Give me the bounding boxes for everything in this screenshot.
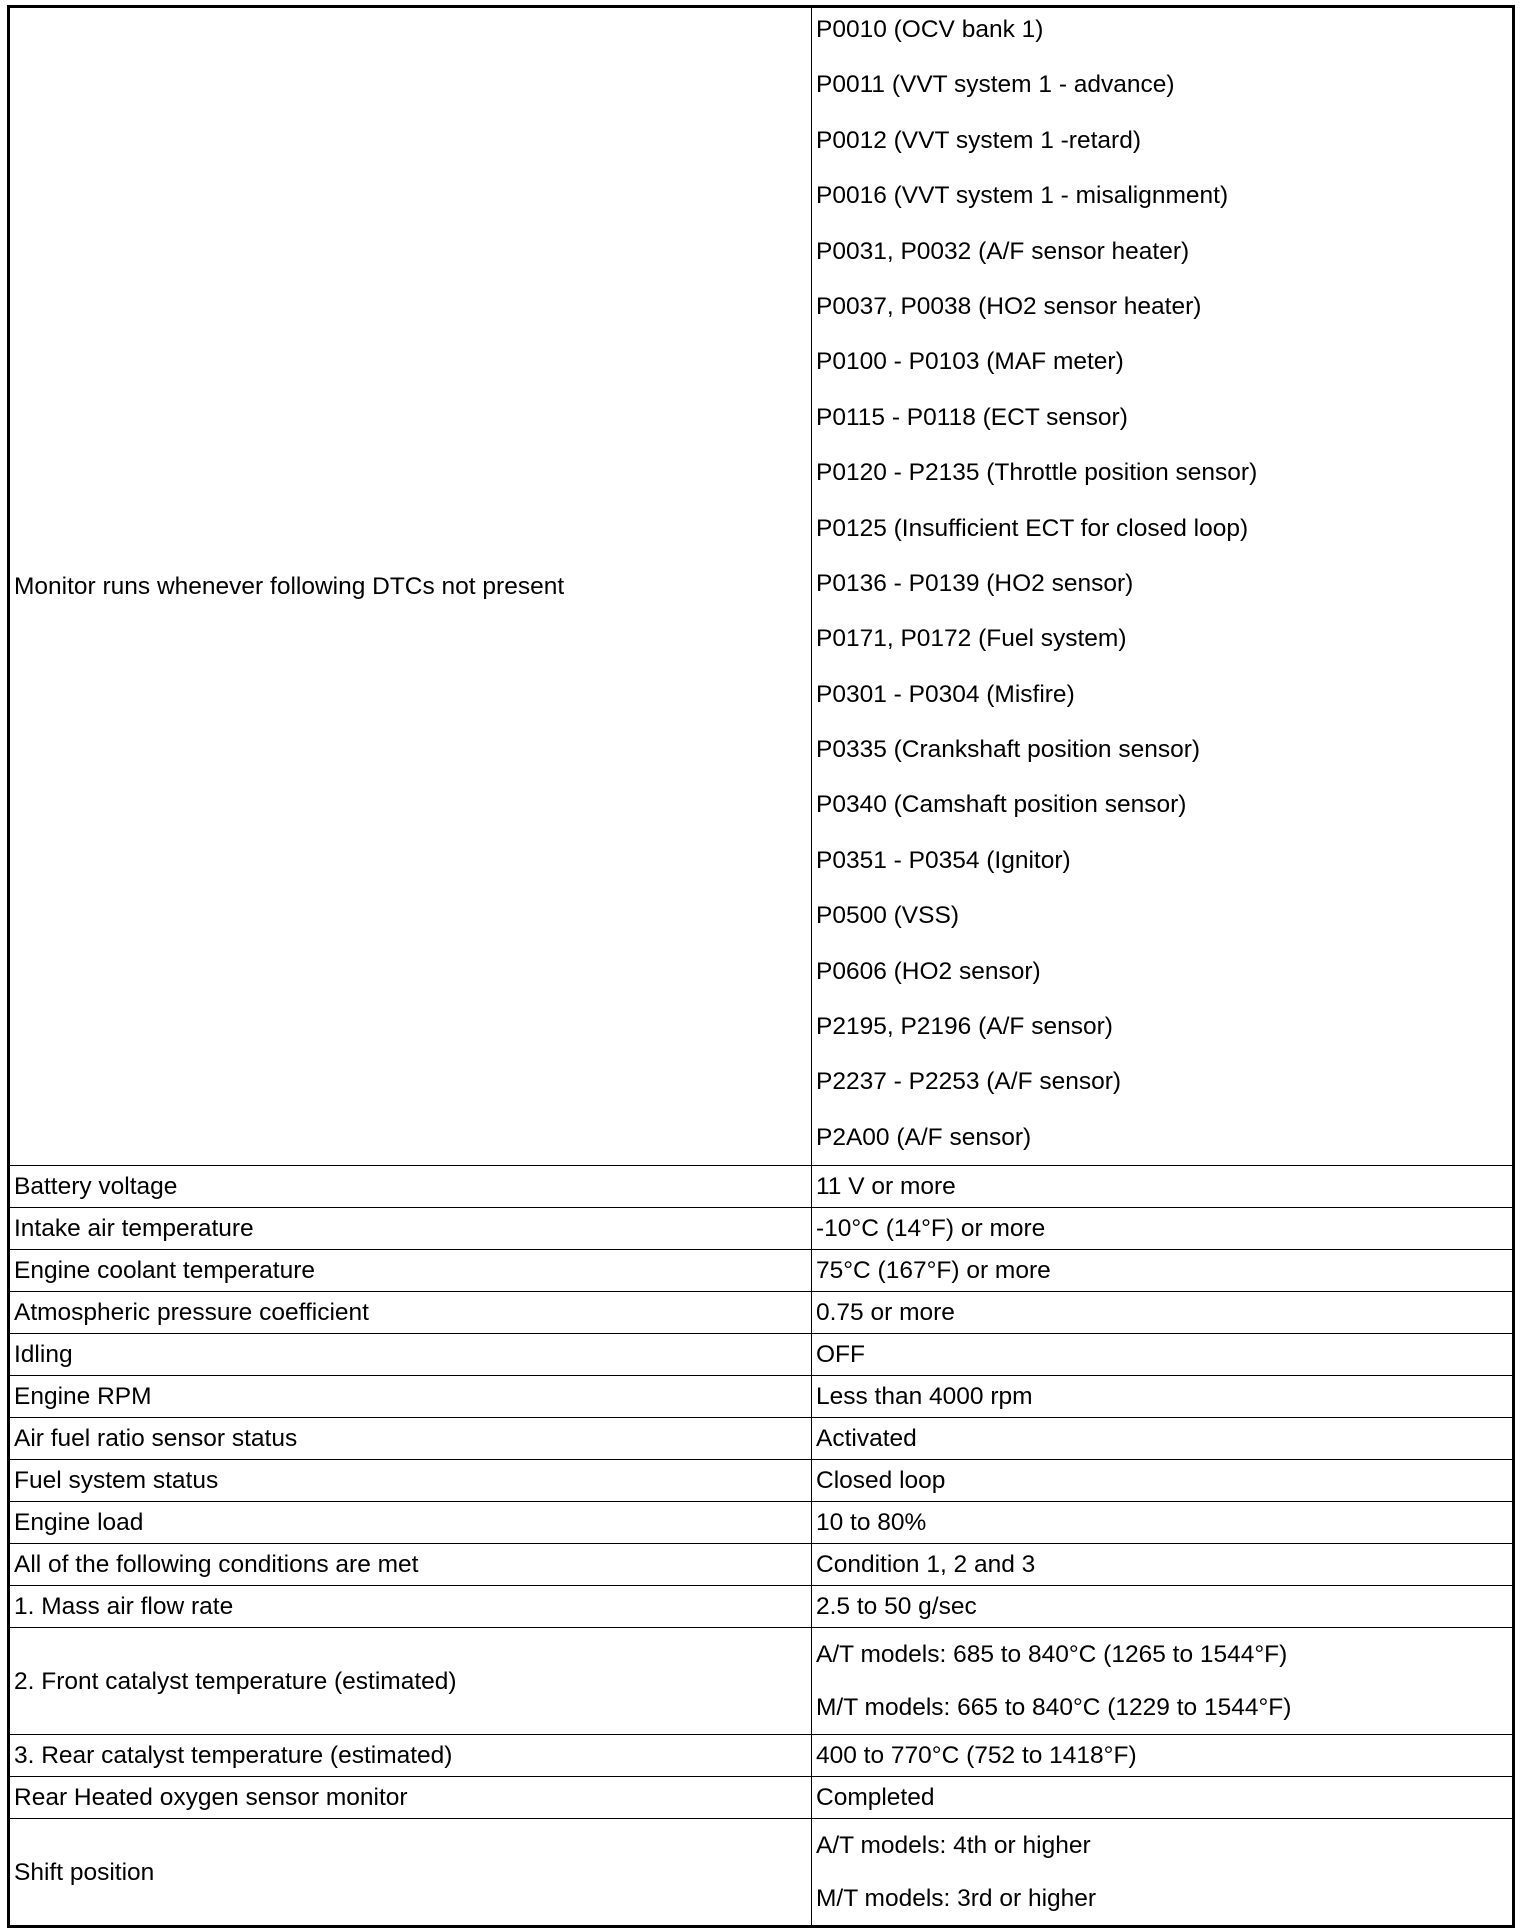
- dtc-item: P0012 (VVT system 1 -retard): [816, 126, 1141, 154]
- dtc-item: P0500 (VSS): [816, 902, 959, 930]
- dtc-item: P0125 (Insufficient ECT for closed loop): [816, 514, 1249, 542]
- table-row: [9, 1250, 1514, 1292]
- condition-value: Condition 1, 2 and 3: [812, 1544, 1514, 1586]
- table-row: [9, 7, 1514, 1166]
- condition-value: Closed loop: [812, 1460, 1514, 1502]
- dtc-item: P0120 - P2135 (Throttle position sensor): [816, 459, 1258, 487]
- condition-label: Battery voltage: [9, 1166, 812, 1208]
- condition-value-line: A/T models: 4th or higher: [816, 1832, 1091, 1860]
- condition-value: 400 to 770°C (752 to 1418°F): [812, 1735, 1514, 1777]
- table-body: [9, 7, 1514, 1927]
- condition-value: -10°C (14°F) or more: [812, 1208, 1514, 1250]
- condition-value: Activated: [812, 1418, 1514, 1460]
- dtc-item: P0351 - P0354 (Ignitor): [816, 846, 1071, 874]
- table-row: [9, 1586, 1514, 1628]
- dtc-item: P0606 (HO2 sensor): [816, 957, 1041, 985]
- table-row: [9, 1376, 1514, 1418]
- condition-value: 10 to 80%: [812, 1502, 1514, 1544]
- dtc-item: P2195, P2196 (A/F sensor): [816, 1013, 1113, 1041]
- table-row: [9, 1208, 1514, 1250]
- monitor-conditions-table: [7, 5, 1515, 1928]
- dtc-item: P2A00 (A/F sensor): [816, 1123, 1032, 1151]
- dtc-item: P0171, P0172 (Fuel system): [816, 625, 1127, 653]
- table-row: [9, 1502, 1514, 1544]
- table-row: [9, 1166, 1514, 1208]
- dtc-item: P0115 - P0118 (ECT sensor): [816, 403, 1128, 431]
- condition-value-line: M/T models: 3rd or higher: [816, 1885, 1097, 1913]
- condition-value: [812, 1819, 1514, 1927]
- table-row: [9, 1418, 1514, 1460]
- table-row: [9, 1628, 1514, 1735]
- condition-value: 2.5 to 50 g/sec: [812, 1586, 1514, 1628]
- dtc-item: P0301 - P0304 (Misfire): [816, 680, 1075, 708]
- table-row: [9, 1292, 1514, 1334]
- table-row: [9, 1460, 1514, 1502]
- condition-value: Completed: [812, 1777, 1514, 1819]
- dtc-item: P2237 - P2253 (A/F sensor): [816, 1068, 1122, 1096]
- table-row: [9, 1544, 1514, 1586]
- condition-label: 3. Rear catalyst temperature (estimated): [9, 1735, 812, 1777]
- condition-label: Fuel system status: [9, 1460, 812, 1502]
- dtc-item: P0011 (VVT system 1 - advance): [816, 71, 1175, 99]
- dtc-item: P0340 (Camshaft position sensor): [816, 791, 1187, 819]
- condition-label: Engine RPM: [9, 1376, 812, 1418]
- dtc-item: P0037, P0038 (HO2 sensor heater): [816, 292, 1202, 320]
- condition-value: Less than 4000 rpm: [812, 1376, 1514, 1418]
- condition-label: Idling: [9, 1334, 812, 1376]
- condition-value: 11 V or more: [812, 1166, 1514, 1208]
- dtc-item: P0031, P0032 (A/F sensor heater): [816, 237, 1190, 265]
- condition-label: Engine load: [9, 1502, 812, 1544]
- table-row: [9, 1735, 1514, 1777]
- condition-value: 0.75 or more: [812, 1292, 1514, 1334]
- condition-value: 75°C (167°F) or more: [812, 1250, 1514, 1292]
- table-row: [9, 1819, 1514, 1927]
- table-row: [9, 1334, 1514, 1376]
- condition-value: OFF: [812, 1334, 1514, 1376]
- condition-label: 2. Front catalyst temperature (estimated): [9, 1628, 812, 1735]
- dtc-list-cell: [812, 7, 1514, 1166]
- dtc-item: P0335 (Crankshaft position sensor): [816, 736, 1201, 764]
- condition-label: Air fuel ratio sensor status: [9, 1418, 812, 1460]
- dtc-item: P0100 - P0103 (MAF meter): [816, 348, 1124, 376]
- condition-label: Intake air temperature: [9, 1208, 812, 1250]
- condition-label: Atmospheric pressure coefficient: [9, 1292, 812, 1334]
- condition-label: Monitor runs whenever following DTCs not present: [9, 7, 812, 1166]
- condition-value-line: A/T models: 685 to 840°C (1265 to 1544°F): [816, 1641, 1288, 1669]
- table-row: [9, 1777, 1514, 1819]
- condition-value-line: M/T models: 665 to 840°C (1229 to 1544°F): [816, 1694, 1292, 1722]
- condition-value: [812, 1628, 1514, 1735]
- condition-label: Rear Heated oxygen sensor monitor: [9, 1777, 812, 1819]
- condition-label: Shift position: [9, 1819, 812, 1927]
- dtc-item: P0016 (VVT system 1 - misalignment): [816, 182, 1229, 210]
- condition-label: All of the following conditions are met: [9, 1544, 812, 1586]
- dtc-item: P0136 - P0139 (HO2 sensor): [816, 569, 1134, 597]
- condition-label: 1. Mass air flow rate: [9, 1586, 812, 1628]
- dtc-item: P0010 (OCV bank 1): [816, 16, 1044, 43]
- condition-label: Engine coolant temperature: [9, 1250, 812, 1292]
